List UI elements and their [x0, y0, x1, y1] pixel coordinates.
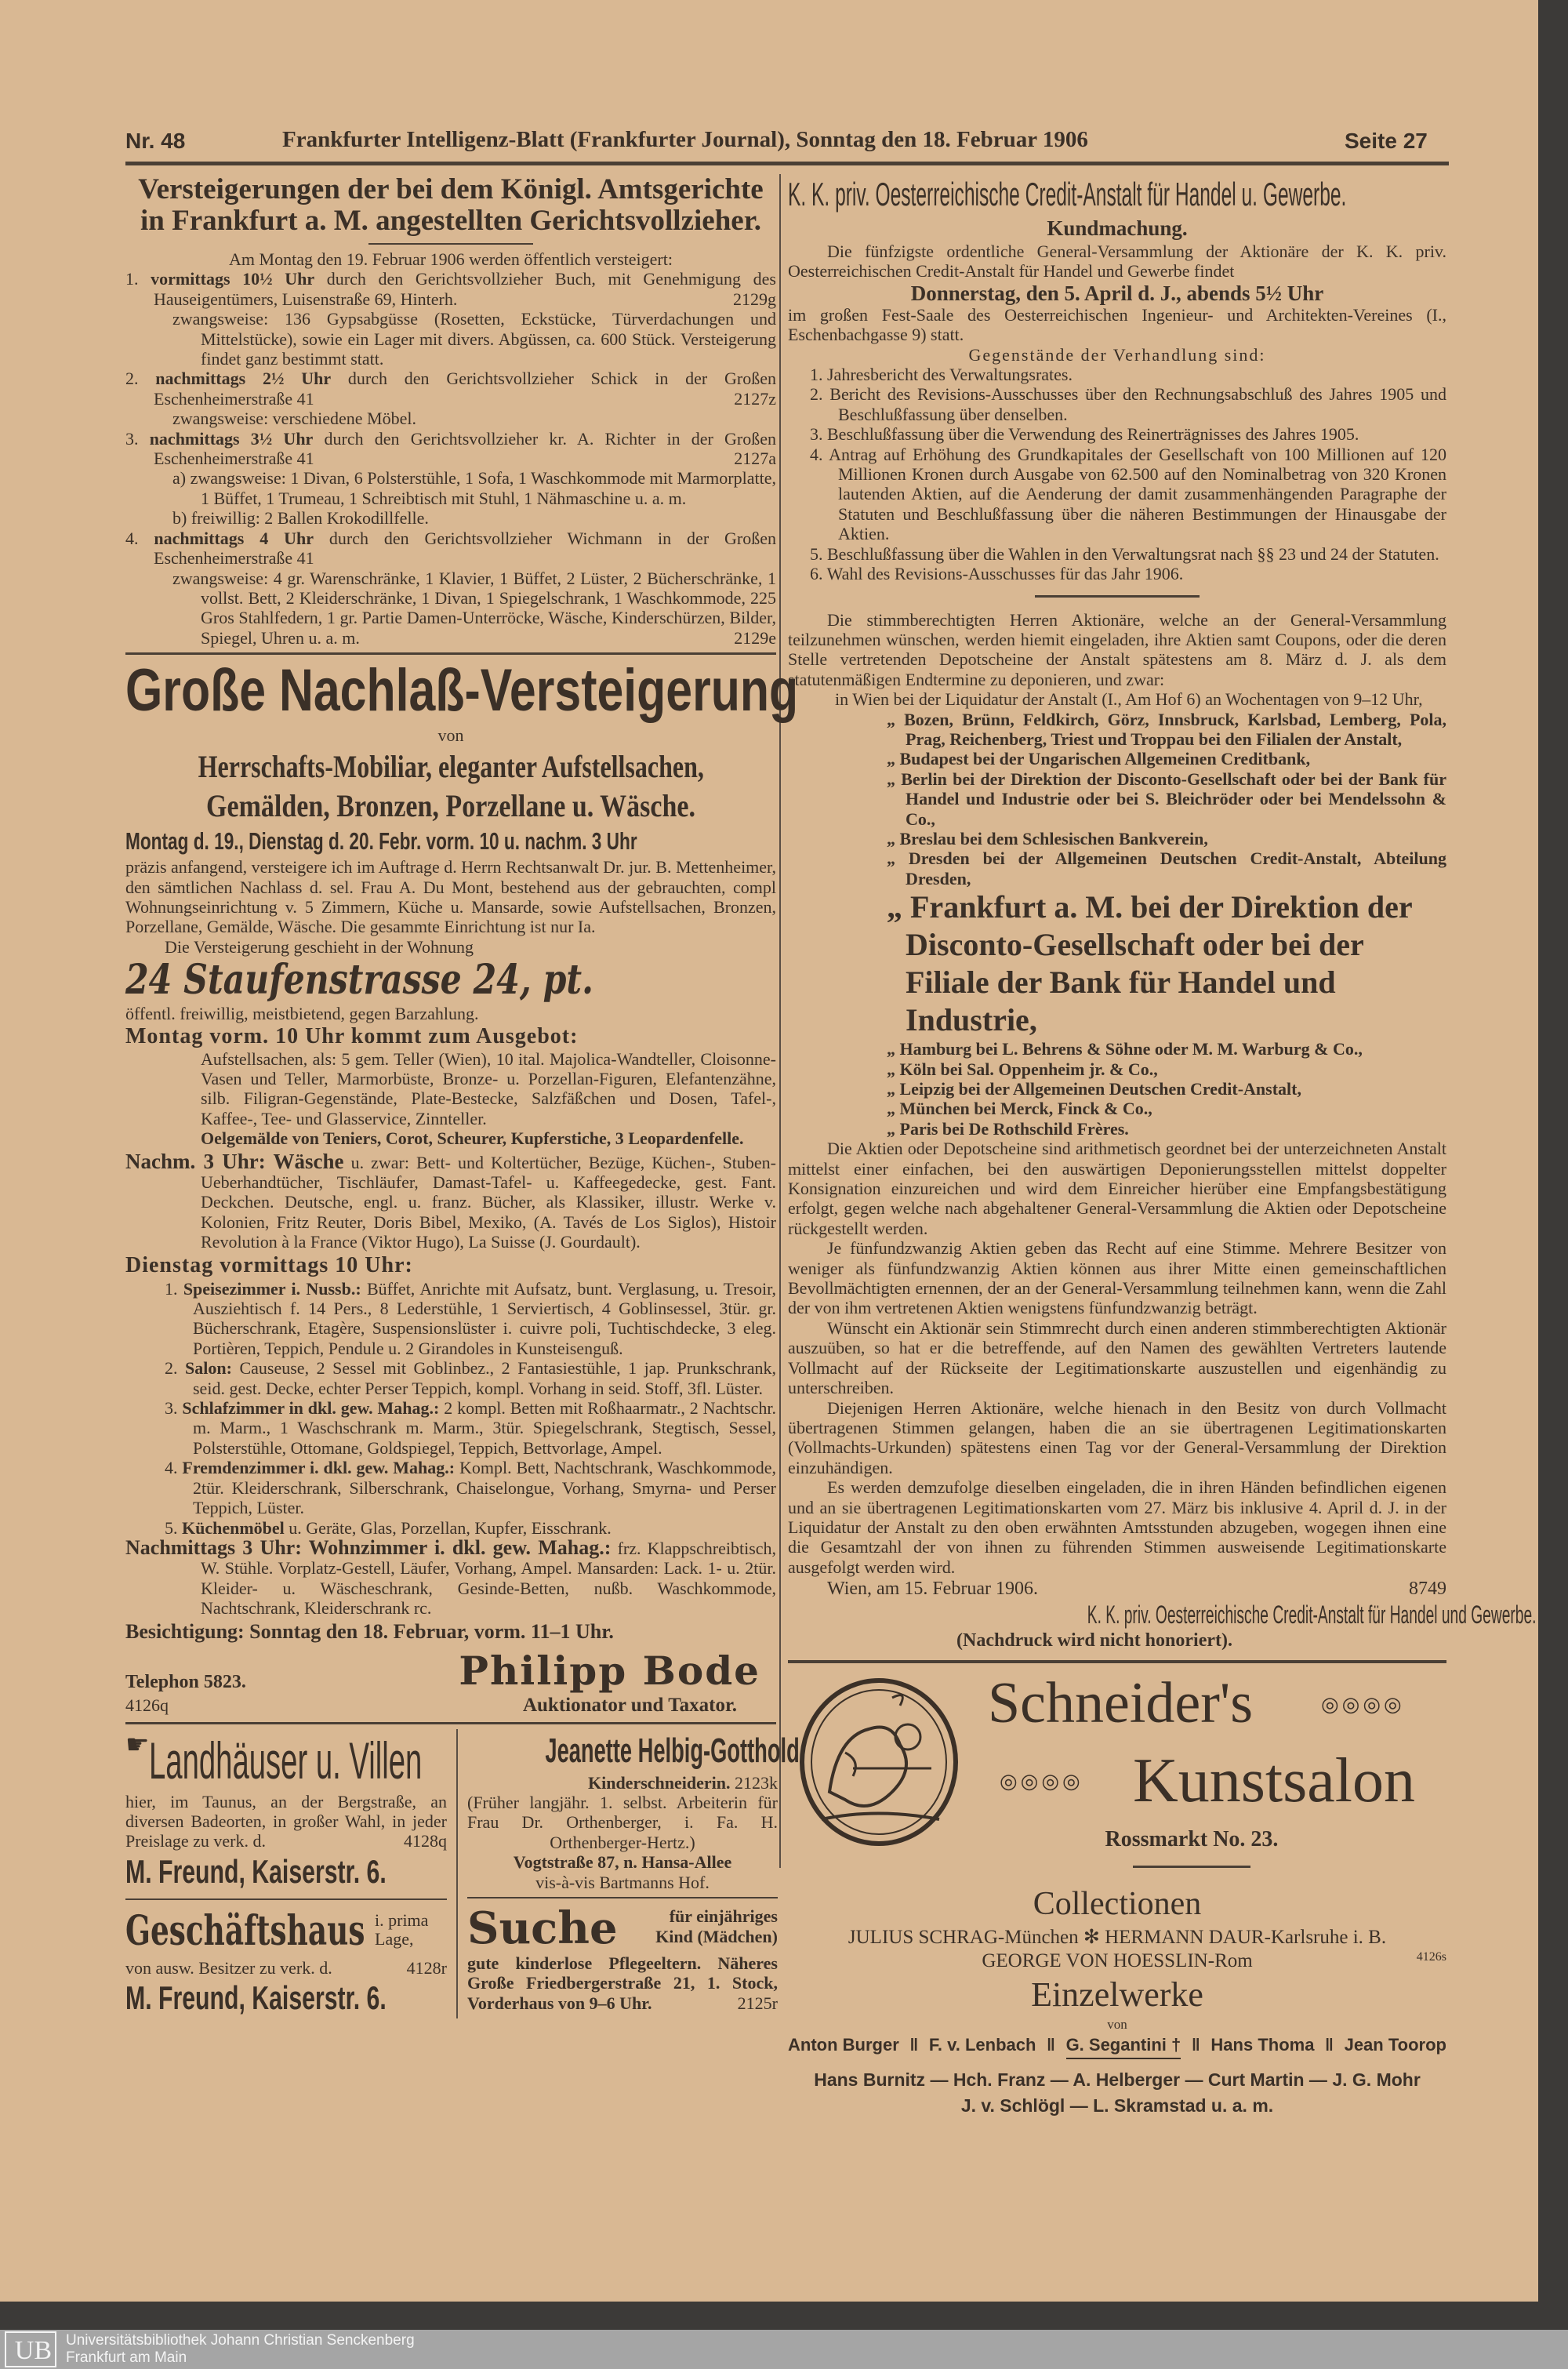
artist: F. v. Lenbach — [928, 2035, 1036, 2055]
text-fragment: „ — [887, 889, 902, 925]
business-house-ad — [125, 1906, 447, 2018]
title-rule — [368, 243, 533, 245]
text-fragment: 3. — [165, 1398, 178, 1419]
ad-code: 4128q — [404, 1831, 447, 1851]
artists-line-2: J. v. Schlögl — L. Skramstad u. a. m. — [960, 2095, 1274, 2116]
estate-auction — [125, 657, 799, 1717]
library-footer — [0, 2330, 1568, 2369]
page-number: Seite 27 — [1345, 129, 1428, 153]
court-title-1: Versteigerungen der bei dem Königl. Amtsgerichte — [138, 173, 764, 205]
text-fragment: b) freiwillig: 2 Ballen Krokodillfelle. — [172, 508, 429, 529]
business-aside: i. prima Lage, — [375, 1909, 429, 1949]
section-rule — [1035, 595, 1200, 598]
text-fragment: durch den Gerichtsvollzieher kr. A. Richter in der Großen Eschenheimerstraße 41 — [154, 428, 777, 469]
signature: K. K. priv. Oesterreichische Credit-Anstalt für Handel und Gewerbe. — [1087, 1601, 1537, 1630]
collections-line-1: JULIUS SCHRAG-München ✻ HERMANN DAUR-Karlsruhe i. B. — [848, 1927, 1387, 1949]
court-item — [125, 269, 776, 369]
text-fragment: Leipzig bei der Allgemeinen Deutschen Credit-Anstalt, — [899, 1079, 1301, 1099]
small-ads — [125, 1729, 800, 2019]
text-fragment: 4. — [165, 1458, 178, 1478]
text-fragment: „ — [887, 828, 895, 848]
text-fragment: 2. — [125, 369, 139, 389]
section-rule — [788, 1660, 1446, 1663]
telephone: Telephon 5823. — [125, 1671, 246, 1692]
section-rule — [125, 652, 776, 655]
estate-subtitle-1: Herrschafts-Mobiliar, eleganter Aufstellsachen, — [198, 749, 704, 785]
villas-contact: M. Freund, Kaiserstr. 6. — [125, 1852, 387, 1890]
text-fragment: nachmittags 2½ Uhr — [155, 369, 332, 389]
monday-afternoon — [125, 1149, 777, 1252]
text-fragment: Speisezimmer i. Nussb.: — [183, 1278, 361, 1299]
foster-text: gute kinderlose Pflegeeltern. Näheres Große Friedbergerstraße 21, 1. Stock, Vorderhaus von 9–6 Uhr. — [467, 1953, 778, 2013]
auctioneer-row-2 — [125, 1694, 776, 1717]
text-fragment: durch den Gerichtsvollzieher Buch, mit Genehmigung des Hauseigentümers, Luisenstraße 69, Hinterh. — [154, 269, 776, 309]
estate-subtitle-2: Gemälden, Bronzen, Porzellane u. Wäsche. — [206, 788, 695, 824]
tuesday-items — [125, 1279, 776, 1538]
kunstsalon-body — [788, 1826, 1446, 2117]
estate-dates: Montag d. 19., Dienstag d. 20. Febr. vorm. 10 u. nachm. 3 Uhr — [125, 827, 637, 856]
text-fragment: Salon: — [185, 1358, 232, 1379]
tuesday-item — [165, 1358, 776, 1398]
text-fragment: Beschlußfassung über die Verwendung des Reinerträgnisses des Jahres 1905. — [827, 424, 1359, 445]
text-fragment: 5. — [165, 1517, 178, 1538]
small-ads-left — [125, 1729, 458, 2019]
agenda-item — [810, 564, 1446, 583]
right-column — [788, 174, 1537, 2117]
ornament-icon: ◎◎◎◎ — [1321, 1693, 1405, 1717]
agenda-heading: Gegenstände der Verhandlung sind: — [968, 344, 1266, 365]
text-fragment: zwangsweise: 136 Gypsabgüsse (Rosetten, Eckstücke, Türverdachungen und Mittelstücke), sowie ein Lager mit divers. Abgüssen, ca. 600 Stück. Versteigerung findet ganz bestimmt statt. — [172, 309, 776, 369]
text-fragment: Nachm. 3 Uhr: Wäsche — [125, 1149, 344, 1173]
text-fragment: durch den Gerichtsvollzieher Schick in der Großen Eschenheimerstraße 41 — [154, 369, 776, 409]
text-fragment: u. zwar: Bett- und Koltertücher, Bezüge, Küchen-, Stuben-Ueberhandtücher, Tischläufer, Damast-Tafel- u. Kaffeegedecke, gest. Fant. Deckchen. Deutsche, engl. u. franz. Bücher, als Klassiker, illustr. Werke v. Kolonien, Fritz Reuter, Doris Bibel, Mexiko, (A. Tavés de Los Siglos), Histoir Revolution à la France (Viktor Hugo), La Suisse (J. Gourdault). — [201, 1152, 777, 1252]
meeting-date: Donnerstag, den 5. April d. J., abends 5½ Uhr — [910, 281, 1324, 305]
small-ads-right — [458, 1729, 800, 2019]
notice-para: Die Aktien oder Depotscheine sind arithmetisch geordnet bei der unterzeichneten Anstalt mittelst einer einfachen, bei den auswärtigen Deponierungsstellen mittelst doppelter Konsignation einzureichen und wird dem Einreicher hierüber eine Empfangsbestätigung erfolgt, gegen welche nach abgehaltener General-Versammlung die Aktien oder Depotscheine rückgestellt werden. — [788, 1139, 1446, 1238]
text-fragment: Frankfurt a. M. bei der Direktion der Disconto-Gesellschaft oder bei der Filiale der Bank für Handel und Industrie, — [906, 889, 1412, 1038]
seamstress-name: Jeanette Helbig-Gotthold — [545, 1731, 800, 1770]
kunstsalon-emblem — [798, 1674, 963, 1847]
agenda-item — [810, 365, 1446, 384]
viewing-time: Besichtigung: Sonntag den 18. Februar, vorm. 11–1 Uhr. — [125, 1619, 614, 1643]
text-fragment: 2. — [810, 384, 823, 405]
text-fragment: Küchenmöbel — [182, 1517, 285, 1538]
notice-para: im großen Fest-Saale des Oesterreichischen Ingenieur- und Architekten-Vereines (I., Eschenbachgasse 9) statt. — [788, 304, 1446, 345]
monday-heading: Montag vorm. 10 Uhr kommt zum Ausgebot: — [125, 1023, 579, 1048]
agenda-list — [788, 365, 1446, 583]
text-fragment: Antrag auf Erhöhung des Grundkapitales der Gesellschaft von 100 Millionen auf 120 Millionen Kronen durch Ausgabe von 62.500 auf den Nominalbetrag von 320 Kronen lautenden Aktien, auf die Aenderung der damit zusammenhängenden Paragraphe der Statuten und Beschlußfassung über die näheren Bestimmungen der Hinausgabe der Aktien. — [829, 444, 1446, 544]
auctioneer-row — [125, 1648, 776, 1694]
ad-rule — [125, 1898, 447, 1900]
deposit-places-2 — [788, 1039, 1446, 1139]
estate-location-note: Die Versteigerung geschieht in der Wohnung — [165, 936, 474, 957]
court-item — [125, 429, 776, 529]
artist: G. Segantini † — [1066, 2033, 1181, 2059]
text-fragment: 6. — [810, 564, 823, 584]
place-date: Wien, am 15. Februar 1906. — [827, 1579, 1038, 1600]
text-fragment: 4. — [810, 444, 823, 464]
collections-heading: Collectionen — [1033, 1886, 1202, 1923]
villas-headline: Landhäuser u. Villen — [149, 1731, 423, 1789]
notice-para: Die stimmberechtigten Herren Aktionäre, welche an der General-Versammlung teilzunehmen wünschen, werden hiemit eingeladen, ihre Aktien samt Coupons, oder die deren Stelle vertretenden Depotscheine der Anstalt spätestens am 8. März d. J. als dem statutenmäßigen Endtermine zu deponieren, und zwar: — [788, 609, 1446, 689]
artist: Hans Thoma — [1210, 2035, 1315, 2055]
estate-headline: Große Nachlaß-Versteigerung — [125, 657, 799, 725]
text-fragment: Causeuse, 2 Sessel mit Goblinbez., 2 Fantasiestühle, 1 jap. Prunkschrank, seid. gest. Decke, echter Perser Teppich, kompl. Vorhang in seid. Stoff, 3fl. Lüster. — [193, 1358, 777, 1398]
text-fragment: „ — [887, 1059, 895, 1079]
ub-logo: UB — [5, 2331, 56, 2367]
text-fragment: a) zwangsweise: 1 Divan, 6 Polsterstühle, 1 Sofa, 1 Waschkommode mit Marmorplatte, 1 Büffet, 1 Trumeau, 1 Schreibtisch mit Stuhl, 1 Nähmaschine u. a. m. — [172, 468, 776, 508]
court-intro: Am Montag den 19. Februar 1906 werden öffentlich versteigert: — [229, 249, 673, 269]
text-fragment: zwangsweise: 4 gr. Warenschränke, 1 Klavier, 1 Büffet, 2 Lüster, 2 Bücherschränke, 1 vollst. Bett, 2 Kleiderschränke, 1 Divan, 1 Spiegelschrank, 1 Waschkommode, 225 Gros Stahlfedern, 1 gr. Partie Damen-Unterröcke, Wäsche, Kinderschürzen, Bilder, Spiegel, Uhren u. a. m. — [172, 568, 776, 648]
ad-code: 4126s — [1416, 1950, 1446, 1964]
pointing-hand-icon: ☛ — [125, 1730, 150, 1760]
text-fragment: zwangsweise: verschiedene Möbel. — [172, 409, 416, 429]
ad-code: 2127a — [734, 449, 776, 469]
text-fragment: 5. — [810, 543, 823, 564]
foster-aside: für einjähriges Kind (Mädchen) — [655, 1906, 778, 1946]
ad-code: 4128r — [406, 1957, 447, 1978]
auctioneer-name: Philipp Bode — [459, 1647, 760, 1694]
text-fragment: „ — [887, 749, 895, 769]
seamstress-text: (Früher langjähr. 1. selbst. Arbeiterin für Frau Dr. Orthenberger, i. Fa. H. Orthenberger-Hertz.) — [467, 1792, 778, 1852]
ad-rule — [467, 1897, 778, 1898]
court-title-2: in Frankfurt a. M. angestellten Gerichtsvollzieher. — [140, 205, 761, 237]
text-fragment: „ — [887, 1079, 895, 1099]
text-fragment: Nachmittags 3 Uhr: Wohnzimmer i. dkl. gew. Mahag.: — [125, 1535, 612, 1559]
text-fragment: Breslau bei dem Schlesischen Bankverein, — [899, 828, 1208, 848]
issue-number: Nr. 48 — [125, 129, 186, 153]
collections-line-2: GEORGE VON HOESSLIN-Rom — [982, 1950, 1253, 1972]
masthead-title: Frankfurter Intelligenz-Blatt (Frankfurter Journal), Sonntag den 18. Februar 1906 — [282, 127, 1088, 152]
estate-von: von — [437, 725, 464, 746]
text-fragment: Hamburg bei L. Behrens & Söhne oder M. M. Warburg & Co., — [899, 1039, 1363, 1059]
artists-line-1: Hans Burnitz — Hch. Franz — A. Helberger — Curt Martin — J. G. Mohr — [814, 2069, 1421, 2091]
artist: Anton Burger — [788, 2035, 899, 2055]
text-fragment: Schlafzimmer in dkl. gew. Mahag.: — [182, 1398, 440, 1419]
text-fragment: Bericht des Revisions-Ausschusses über den Rechnungsabschluß des Jahres 1905 und Beschlußfassung über denselben. — [829, 384, 1446, 424]
text-fragment: „ — [887, 709, 895, 729]
text-fragment: Bozen, Brünn, Feldkirch, Görz, Innsbruck, Karlsbad, Lemberg, Pola, Prag, Reichenberg, Triest und Troppau bei den Filialen der Anstalt, — [904, 709, 1447, 749]
text-fragment: vormittags 10½ Uhr — [151, 269, 315, 289]
text-fragment: nachmittags 4 Uhr — [154, 528, 314, 548]
seamstress-role: Kinderschneiderin. — [587, 1772, 731, 1793]
section-rule — [125, 1722, 776, 1724]
text-fragment: Dresden bei der Allgemeinen Deutschen Credit-Anstalt, Abteilung Dresden, — [906, 848, 1447, 888]
text-fragment: Büffet, Anrichte mit Aufsatz, bunt. Verglasung, u. Tresoir, Ausziehtisch f. 14 Pers., 8 Lederstühle, 1 Serviertisch, 4 Goblinsessel, 3tür. gr. Bücherschrank, Etagère, Suspensionslüster i. cuivre poli, Tuchtischdecke, 3 eleg. Portièren, Teppich, Pendule u. 2 Girandoles in Kunsteisenguß. — [193, 1278, 777, 1358]
villas-ad — [125, 1729, 447, 1892]
deposit-places — [788, 710, 1446, 889]
court-item — [125, 529, 776, 648]
ad-code: 8749 — [1409, 1579, 1446, 1600]
auctioneer-title: Auktionator und Taxator. — [522, 1694, 737, 1716]
business-headline: Geschäftshaus — [125, 1906, 365, 1955]
deposit-vienna: in Wien bei der Liquidatur der Anstalt (I., Am Hof 6) an Wochentagen von 9–12 Uhr, — [835, 689, 1423, 710]
agenda-item — [810, 384, 1446, 424]
notice-para: Wünscht ein Aktionär sein Stimmrecht durch einen anderen stimmberechtigten Aktionär auszuüben, so hat er die betreffende, auf den Namen des gewählten Vertreters lautende Vollmacht auf der Rückseite der Legitimationskarte auszustellen und eigenhändig zu unterschreiben. — [788, 1317, 1446, 1398]
text-fragment: „ — [887, 1118, 895, 1139]
text-fragment: „ — [887, 768, 895, 789]
notice-para: Je fünfundzwanzig Aktien geben das Recht auf eine Stimme. Mehrere Besitzer von weniger als fünfundzwanzig Aktien können aus ihrer Mitte einen gemeinschaftlichen Bevollmächtigten ernennen, der an der General-Versammlung teilnehmen kann, wenn die Zahl der von ihm vertretenen Aktien wenigstens fünfundzwanzig beträgt. — [788, 1238, 1446, 1318]
text-fragment: Berlin bei der Direktion der Disconto-Gesellschaft oder bei der Bank für Handel und Industrie oder bei S. Bleichröder oder bei Mendelssohn & Co., — [901, 768, 1447, 829]
foster-headline: Suche — [467, 1902, 618, 1954]
masthead-rule — [125, 162, 1449, 165]
deposit-frankfurt — [788, 888, 1446, 1039]
kundmachung-heading: Kundmachung. — [1047, 216, 1188, 240]
featured-artists: Anton Burger ‖ F. v. Lenbach ‖ G. Segantini † ‖ Hans Thoma ‖ Jean Toorop — [788, 2033, 1446, 2059]
tuesday-item — [165, 1458, 776, 1517]
ornament-rule — [1133, 1866, 1250, 1868]
text-fragment: 4. — [125, 528, 139, 548]
left-column — [125, 173, 800, 2018]
text-fragment: durch den Gerichtsvollzieher Wichmann in der Großen Eschenheimerstraße 41 — [154, 528, 777, 569]
monday-paintings: Oelgemälde von Teniers, Corot, Scheurer, Kupferstiche, 3 Leopardenfelle. — [201, 1128, 744, 1149]
text-fragment: 3. — [125, 428, 139, 449]
tuesday-heading: Dienstag vormittags 10 Uhr: — [125, 1252, 413, 1277]
text-fragment: 1. — [165, 1278, 178, 1299]
kunstsalon-name-1: Schneider's — [988, 1671, 1254, 1736]
text-fragment: „ — [887, 1039, 895, 1059]
monday-items: Aufstellsachen, als: 5 gem. Teller (Wien), 10 ital. Majolica-Wandteller, Cloisonne-Vasen und Teller, Marmorbüste, Bronze- u. Porzellan-Figuren, Elefantenzähne, silb. Filigran-Gegenstände, Plate-Bestecke, Salzfäßchen und Dosen, Tafel-, Kaffee-, Tee- und Glasservice, Zinnteller. — [201, 1048, 776, 1128]
ad-code: 2123k — [735, 1772, 778, 1793]
text-fragment: Kompl. Bett, Nachtschrank, Waschkommode, 2tür. Kleiderschrank, Silberschrank, Chaiselongue, Vorhang, Smyrna- und Perser Teppich, Lüster. — [193, 1458, 776, 1518]
text-fragment: Beschlußfassung über die Wahlen in den Verwaltungsrat nach §§ 23 und 24 der Statuten. — [827, 543, 1439, 564]
text-fragment: Wahl des Revisions-Ausschusses für das Jahr 1906. — [826, 564, 1184, 584]
kunstsalon-header — [788, 1670, 1446, 1826]
text-fragment: 2. — [165, 1358, 178, 1379]
text-fragment: nachmittags 3½ Uhr — [149, 428, 314, 449]
tuesday-afternoon — [125, 1535, 777, 1619]
text-fragment: Paris bei De Rothschild Frères. — [899, 1118, 1129, 1139]
business-contact: M. Freund, Kaiserstr. 6. — [125, 1979, 387, 2017]
ad-code: 2129g — [733, 289, 776, 309]
putto-dragon-emblem-icon — [798, 1674, 963, 1847]
notice-para: Es werden demzufolge dieselben eingeladen, die in ihren Händen befindlichen eigenen und an sie übertragenen Legitimationskarten vom 27. März bis inklusive 4. April d. J. in der Liquidatur der Anstalt zu den oben erwähnten Amtsstunden abzugeben, wogegen ihnen eine die Gesamtzahl der von ihnen zu führenden Stimmen ausweisende Legitimationskarte ausgefolgt werden wird. — [788, 1477, 1446, 1577]
column-divider — [779, 174, 781, 1868]
reprint-note: (Nachdruck wird nicht honoriert). — [956, 1630, 1232, 1651]
kunstsalon-address: Rossmarkt No. 23. — [1105, 1827, 1279, 1852]
ad-code: 2129e — [734, 627, 776, 648]
text-fragment: „ — [887, 1099, 895, 1119]
seamstress-address-2: vis-à-vis Bartmanns Hof. — [535, 1872, 710, 1892]
ad-code: 2125r — [737, 1993, 778, 2013]
estate-terms: öffentl. freiwillig, meistbietend, gegen Barzahlung. — [125, 1004, 479, 1024]
estate-intro: präzis anfangend, versteigere ich im Auftrage d. Herrn Rechtsanwalt Dr. jur. B. Mettenheimer, den sämtlichen Nachlass d. sel. Frau A. Du Mont, bestehend aus der gebrauchten, compl Wohnungseinrichtung v. 5 Zimmern, Küche u. Mansarde, sowie Aufstellsachen, Bronzen, Porzellane, Gemälde, Wäsche. Die gesammte Einrichtung ist nur Ia. — [125, 857, 776, 937]
agenda-item — [810, 544, 1446, 564]
text-fragment: 3. — [810, 424, 823, 445]
tuesday-item — [165, 1398, 776, 1458]
agenda-item — [810, 424, 1446, 444]
works-von: von — [1107, 2017, 1127, 2033]
text-fragment: München bei Merck, Finck & Co., — [899, 1099, 1152, 1119]
seamstress-ad — [467, 1729, 800, 1892]
text-fragment: frz. Klappschreibtisch, W. Stühle. Vorplatz-Gestell, Läufer, Vorhang, Ampel. Mansarden: Lack. 1- u. 2tür. Kleider- u. Wäscheschrank, Gesinde-Betten, nußb. Waschkommode, Nachtschrank, Kleiderschrank rc. — [201, 1538, 777, 1619]
estate-address: 24 Staufenstrasse 24, pt. — [125, 956, 593, 1005]
library-name: Universitätsbibliothek Johann Christian Senckenberg — [66, 2332, 415, 2349]
text-fragment: u. Geräte, Glas, Porzellan, Kupfer, Eisschrank. — [289, 1517, 612, 1538]
text-fragment: Köln bei Sal. Oppenheim jr. & Co., — [899, 1059, 1158, 1079]
notice-para: Die fünfzigste ordentliche General-Versammlung der Aktionäre der K. K. priv. Oesterreichischen Credit-Anstalt für Handel und Gewerbe findet — [788, 242, 1446, 282]
artist: Jean Toorop — [1344, 2035, 1446, 2055]
kunstsalon-name-2: Kunstsalon — [1133, 1746, 1415, 1816]
text-fragment: „ — [887, 848, 895, 869]
tuesday-item — [165, 1279, 776, 1359]
court-item — [125, 369, 776, 428]
seamstress-address: Vogtstraße 87, n. Hansa-Allee — [513, 1852, 732, 1873]
text-fragment: 1. — [810, 365, 823, 385]
ad-code: 2127z — [734, 388, 776, 409]
ad-code: 4126q — [125, 1695, 169, 1715]
foster-ad — [467, 1903, 778, 2013]
kunstsalon-ad — [788, 1670, 1446, 2117]
works-heading: Einzelwerke — [1031, 1975, 1203, 2015]
court-auctions — [125, 174, 776, 648]
tuesday-item — [165, 1518, 776, 1538]
credit-anstalt-notice — [788, 174, 1537, 1652]
text-fragment: Budapest bei der Ungarischen Allgemeinen Creditbank, — [899, 749, 1311, 769]
villas-text: hier, im Taunus, an der Bergstraße, an diversen Badeorten, in großer Wahl, in jeder Preislage zu verk. d. — [125, 1791, 447, 1851]
agenda-item — [810, 445, 1446, 544]
library-city: Frankfurt am Main — [66, 2349, 187, 2366]
text-fragment: Fremdenzimmer i. dkl. gew. Mahag.: — [182, 1458, 456, 1478]
business-text: von ausw. Besitzer zu verk. d. — [125, 1957, 332, 1978]
notice-para: Diejenigen Herren Aktionäre, welche hienach in den Besitz von durch Vollmacht übertragenen Stimmen gelangen, haben die an sie übertragenen Legitimationskarten (Vollmachts-Urkunden) spätestens einen Tag vor der General-Versammlung der Direktion einzuhändigen. — [788, 1397, 1446, 1477]
text-fragment: 1. — [125, 269, 139, 289]
credit-title: K. K. priv. Oesterreichische Credit-Anstalt für Handel u. Gewerbe. — [788, 176, 1347, 213]
text-fragment: 2 kompl. Betten mit Roßhaarmatr., 2 Nachtschr. m. Marm., 1 Waschschrank m. Marm., 3tür. Spiegelschrank, Stegtisch, Sessel, Polsterstühle, Ottomane, Goldspiegel, Teppich, Bettvorlage, Ampel. — [193, 1398, 777, 1458]
text-fragment: Jahresbericht des Verwaltungsrates. — [827, 365, 1073, 385]
ornament-icon: ◎◎◎◎ — [1000, 1770, 1083, 1793]
